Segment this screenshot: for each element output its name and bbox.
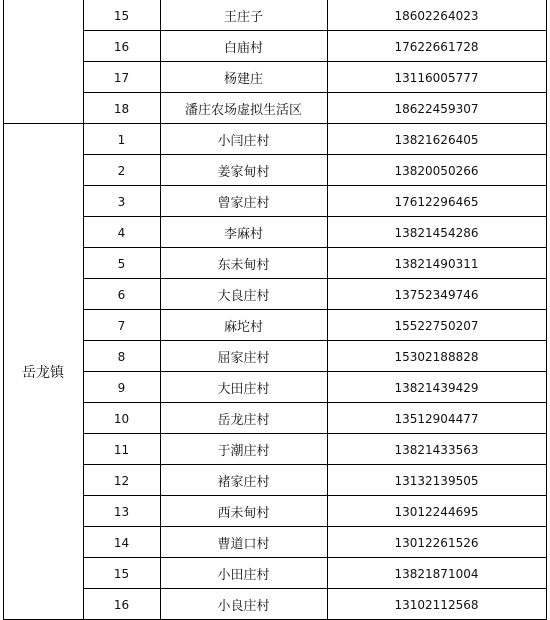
phone-number: 13752349746 [394,287,479,302]
row-number: 9 [117,380,126,395]
row-number: 11 [113,442,130,457]
phone-number: 13102112568 [394,597,479,612]
row-number: 16 [113,597,130,612]
phone-number: 15522750207 [394,318,479,333]
village-name: 屈家庄村 [217,351,270,366]
row-number: 3 [117,194,126,209]
village-name: 小田庄村 [217,568,270,583]
phone-number: 13132139505 [394,473,479,488]
phone-number: 13116005777 [394,70,479,85]
village-name: 曹道口村 [217,537,270,552]
phone-number: 17622661728 [394,39,479,54]
village-name: 西未甸村 [217,506,270,521]
phone-number: 13821871004 [394,566,479,581]
village-name: 姜家甸村 [217,165,270,180]
phone-number: 13821433563 [394,442,479,457]
village-name: 小良庄村 [217,599,270,614]
row-number: 17 [113,70,130,85]
row-number: 15 [113,566,130,581]
village-name: 曾家庄村 [217,196,270,211]
phone-number: 17612296465 [394,194,479,209]
village-name: 杨建庄 [223,72,263,87]
phone-number: 18602264023 [394,8,479,23]
village-name: 王庄子 [223,10,263,25]
village-name: 大田庄村 [217,382,270,397]
row-number: 13 [113,504,130,519]
phone-number: 13012261526 [394,535,479,550]
column-border [83,0,84,620]
row-number: 7 [117,318,126,333]
village-name: 李麻村 [223,227,263,242]
village-name: 小闫庄村 [217,134,270,149]
column-border [327,0,328,620]
village-name: 岳龙庄村 [217,413,270,428]
phone-number: 13012244695 [394,504,479,519]
row-number: 6 [117,287,126,302]
village-name: 潘庄农场虚拟生活区 [184,103,302,118]
phone-number: 13821454286 [394,225,479,240]
village-name: 大良庄村 [217,289,270,304]
row-number: 18 [113,101,130,116]
village-name: 白庙村 [223,41,263,56]
village-name: 于潮庄村 [217,444,270,459]
row-number: 1 [117,132,126,147]
row-number: 10 [113,411,130,426]
phone-number: 13821626405 [394,132,479,147]
town-name: 岳龙镇 [22,365,64,381]
row-number: 2 [117,163,126,178]
row-number: 15 [113,8,130,23]
village-name: 麻坨村 [223,320,263,335]
phone-number: 15302188828 [394,349,479,364]
phone-number: 18622459307 [394,101,479,116]
phone-number: 13821439429 [394,380,479,395]
phone-number: 13820050266 [394,163,479,178]
row-number: 8 [117,349,126,364]
column-border [3,0,4,620]
column-border [546,0,547,620]
row-number: 5 [117,256,126,271]
column-border [160,0,161,620]
village-name: 褚家庄村 [217,475,270,490]
phone-number: 13512904477 [394,411,479,426]
row-number: 14 [113,535,130,550]
phone-number: 13821490311 [394,256,479,271]
row-number: 16 [113,39,130,54]
row-number: 12 [113,473,130,488]
village-name: 东未甸村 [217,258,270,273]
row-number: 4 [117,225,126,240]
